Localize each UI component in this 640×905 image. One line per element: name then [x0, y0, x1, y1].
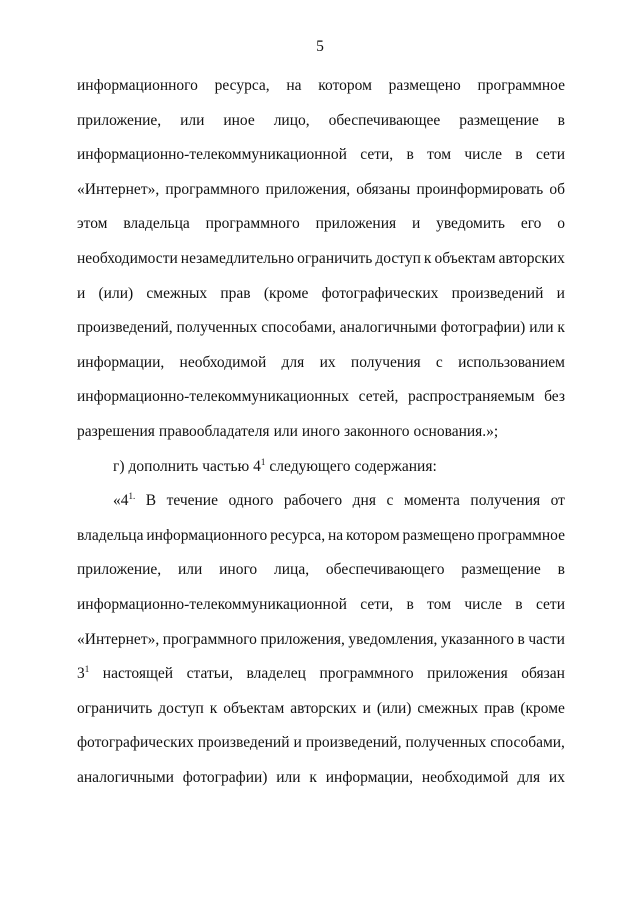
word: для — [281, 353, 305, 371]
word: полученных — [405, 734, 487, 752]
word: произведений — [197, 734, 290, 752]
word: обеспечивающее — [328, 111, 441, 129]
document-body — [77, 69, 565, 795]
word: том — [427, 146, 452, 164]
word: статьи, — [186, 665, 233, 683]
text-line — [77, 69, 565, 104]
word: (или) — [376, 699, 412, 717]
word: приложение, — [77, 561, 162, 579]
word: в — [517, 630, 525, 648]
word: размещение — [459, 111, 539, 129]
text-line — [77, 104, 565, 139]
text-line — [77, 553, 565, 588]
word: этом — [77, 215, 108, 233]
word: или — [276, 768, 301, 786]
word: к — [209, 699, 218, 717]
word: сетей, — [358, 388, 399, 406]
word: г) — [113, 457, 125, 475]
word: на — [286, 77, 302, 94]
word: сети, — [360, 595, 394, 613]
word: необходимости — [77, 249, 178, 267]
word: к — [423, 249, 432, 267]
word: фотографии) — [182, 768, 268, 786]
word: проинформировать — [416, 180, 544, 198]
word: в — [515, 595, 523, 613]
word: фотографических — [77, 734, 194, 752]
word: владелец — [246, 665, 306, 683]
word: прав — [220, 284, 251, 302]
word: приложения, — [260, 630, 345, 648]
word: размещение — [461, 561, 541, 579]
word: части — [528, 630, 565, 648]
word: одного — [228, 492, 274, 510]
word: дня — [352, 492, 376, 510]
text-line — [77, 484, 565, 519]
word: информационно-телекоммуникационных — [77, 388, 350, 406]
word: котором — [318, 77, 372, 94]
word: в — [406, 146, 414, 164]
text-line — [77, 657, 565, 692]
word: произведений — [451, 284, 544, 302]
word: информационно-телекоммуникационной — [77, 595, 347, 613]
word: дополнить — [128, 457, 199, 475]
word: использованием — [458, 353, 565, 371]
word: и — [362, 699, 371, 717]
word: информации, — [77, 353, 165, 371]
word: их — [548, 768, 565, 786]
word: размещено — [388, 77, 461, 94]
word: основания.»; — [413, 422, 499, 440]
word: иного — [301, 422, 340, 440]
word: получения — [350, 353, 421, 371]
word: их — [319, 353, 336, 371]
word: следующего — [269, 457, 351, 475]
word: от — [550, 492, 565, 510]
word: В — [145, 492, 157, 510]
text-line — [77, 726, 565, 761]
text-line — [77, 519, 565, 554]
word: аналогичными — [339, 319, 437, 337]
word: доступ — [158, 699, 204, 717]
word: уведомления, — [348, 630, 438, 648]
word: информационного — [77, 77, 198, 94]
word: размещено — [402, 526, 475, 544]
word: фотографии) — [440, 319, 526, 337]
word: информационного — [146, 526, 268, 544]
word: смежных — [417, 699, 479, 717]
word: полученных — [176, 319, 258, 337]
word: настоящей — [102, 665, 174, 683]
word: объектам — [434, 249, 496, 267]
word: момента — [403, 492, 460, 510]
word: в — [557, 561, 565, 579]
word: и — [411, 215, 421, 233]
word: и — [293, 734, 302, 752]
word: аналогичными — [77, 768, 174, 786]
word: необходимой — [421, 768, 509, 786]
text-line — [77, 173, 565, 208]
word: его — [520, 215, 542, 233]
word: течение — [166, 492, 218, 510]
word: и — [77, 284, 86, 302]
word: незамедлительно — [180, 249, 295, 267]
word: сети — [535, 146, 565, 164]
text-line — [77, 588, 565, 623]
word: для — [517, 768, 541, 786]
word: в — [557, 111, 565, 129]
word: к — [557, 319, 565, 337]
word: без — [544, 388, 565, 406]
word: том — [427, 595, 452, 613]
word: котором — [346, 526, 400, 544]
text-line — [77, 207, 565, 242]
word: информации, — [325, 768, 413, 786]
word: разрешения — [77, 422, 155, 440]
word: фотографических — [321, 284, 439, 302]
word: сети — [535, 595, 565, 613]
word: обязаны — [356, 180, 411, 198]
word: с — [435, 353, 443, 371]
word: необходимой — [179, 353, 267, 371]
word: доступ — [375, 249, 421, 267]
word: числе — [464, 146, 502, 164]
text-line — [77, 380, 565, 415]
word: ресурса, — [270, 526, 326, 544]
word: (или) — [98, 284, 134, 302]
word: авторских — [290, 699, 357, 717]
word: авторских — [498, 249, 565, 267]
word: или — [529, 319, 554, 337]
word: приложения — [427, 665, 508, 683]
word: $3^1$ — [77, 663, 90, 683]
word: к — [309, 768, 317, 786]
word: «$4^{1.}$ — [113, 490, 136, 510]
word: прав — [484, 699, 515, 717]
word: или — [180, 111, 205, 129]
word: числе — [464, 595, 502, 613]
word: правообладателя — [158, 422, 270, 440]
word: программного — [205, 215, 300, 233]
text-line — [77, 692, 565, 727]
word: приложение, — [77, 111, 162, 129]
word: произведений, — [305, 734, 402, 752]
word: владельца — [77, 526, 144, 544]
word: законного — [343, 422, 410, 440]
text-line — [77, 623, 565, 658]
word: иного — [219, 561, 258, 579]
word: ресурса, — [214, 77, 270, 94]
word: частью — [202, 457, 250, 475]
word: о — [557, 215, 565, 233]
word: «Интернет», — [77, 180, 160, 198]
word: содержания: — [354, 457, 437, 475]
word: программное — [477, 77, 565, 94]
word: или — [273, 422, 298, 440]
word: ограничить — [297, 249, 373, 267]
word: распространяемым — [408, 388, 535, 406]
word: иное — [223, 111, 255, 129]
superscript: 1. — [128, 490, 136, 501]
text-line — [77, 242, 565, 277]
word: лицо, — [273, 111, 310, 129]
word: уведомить — [436, 215, 506, 233]
word: произведений, — [77, 319, 173, 337]
page-number: 5 — [316, 38, 324, 55]
text-line — [77, 138, 565, 173]
text-line — [77, 346, 565, 381]
word: указанного — [440, 630, 514, 648]
word: программное — [477, 526, 565, 544]
word: об — [549, 180, 565, 198]
word: и — [556, 284, 565, 302]
superscript: 1 — [84, 663, 90, 674]
word: программного — [162, 630, 257, 648]
word: $4^1$ — [253, 456, 266, 475]
word: обеспечивающего — [325, 561, 445, 579]
word: программного — [165, 180, 260, 198]
word: или — [177, 561, 203, 579]
text-line — [77, 450, 565, 485]
word: программного — [319, 665, 414, 683]
word: «Интернет», — [77, 630, 160, 648]
word: получения — [470, 492, 541, 510]
word: (кроме — [263, 284, 309, 302]
word: на — [327, 526, 344, 544]
word: информационно-телекоммуникационной — [77, 146, 347, 164]
word: сети, — [360, 146, 394, 164]
word: обязан — [521, 665, 565, 683]
word: в — [515, 146, 523, 164]
word: ограничить — [77, 699, 153, 717]
word: объектам — [223, 699, 285, 717]
word: в — [406, 595, 414, 613]
superscript: 1 — [260, 456, 266, 467]
word: (кроме — [520, 699, 565, 717]
text-line — [77, 415, 565, 450]
text-line — [77, 311, 565, 346]
word: лица, — [274, 561, 310, 579]
word: с — [386, 492, 394, 510]
word: способами, — [261, 319, 336, 337]
word: способами, — [490, 734, 565, 752]
word: владельца — [123, 215, 190, 233]
word: рабочего — [283, 492, 343, 510]
text-line — [77, 277, 565, 312]
word: приложения — [315, 215, 397, 233]
word: приложения, — [265, 180, 351, 198]
text-line — [77, 761, 565, 796]
word: смежных — [146, 284, 208, 302]
